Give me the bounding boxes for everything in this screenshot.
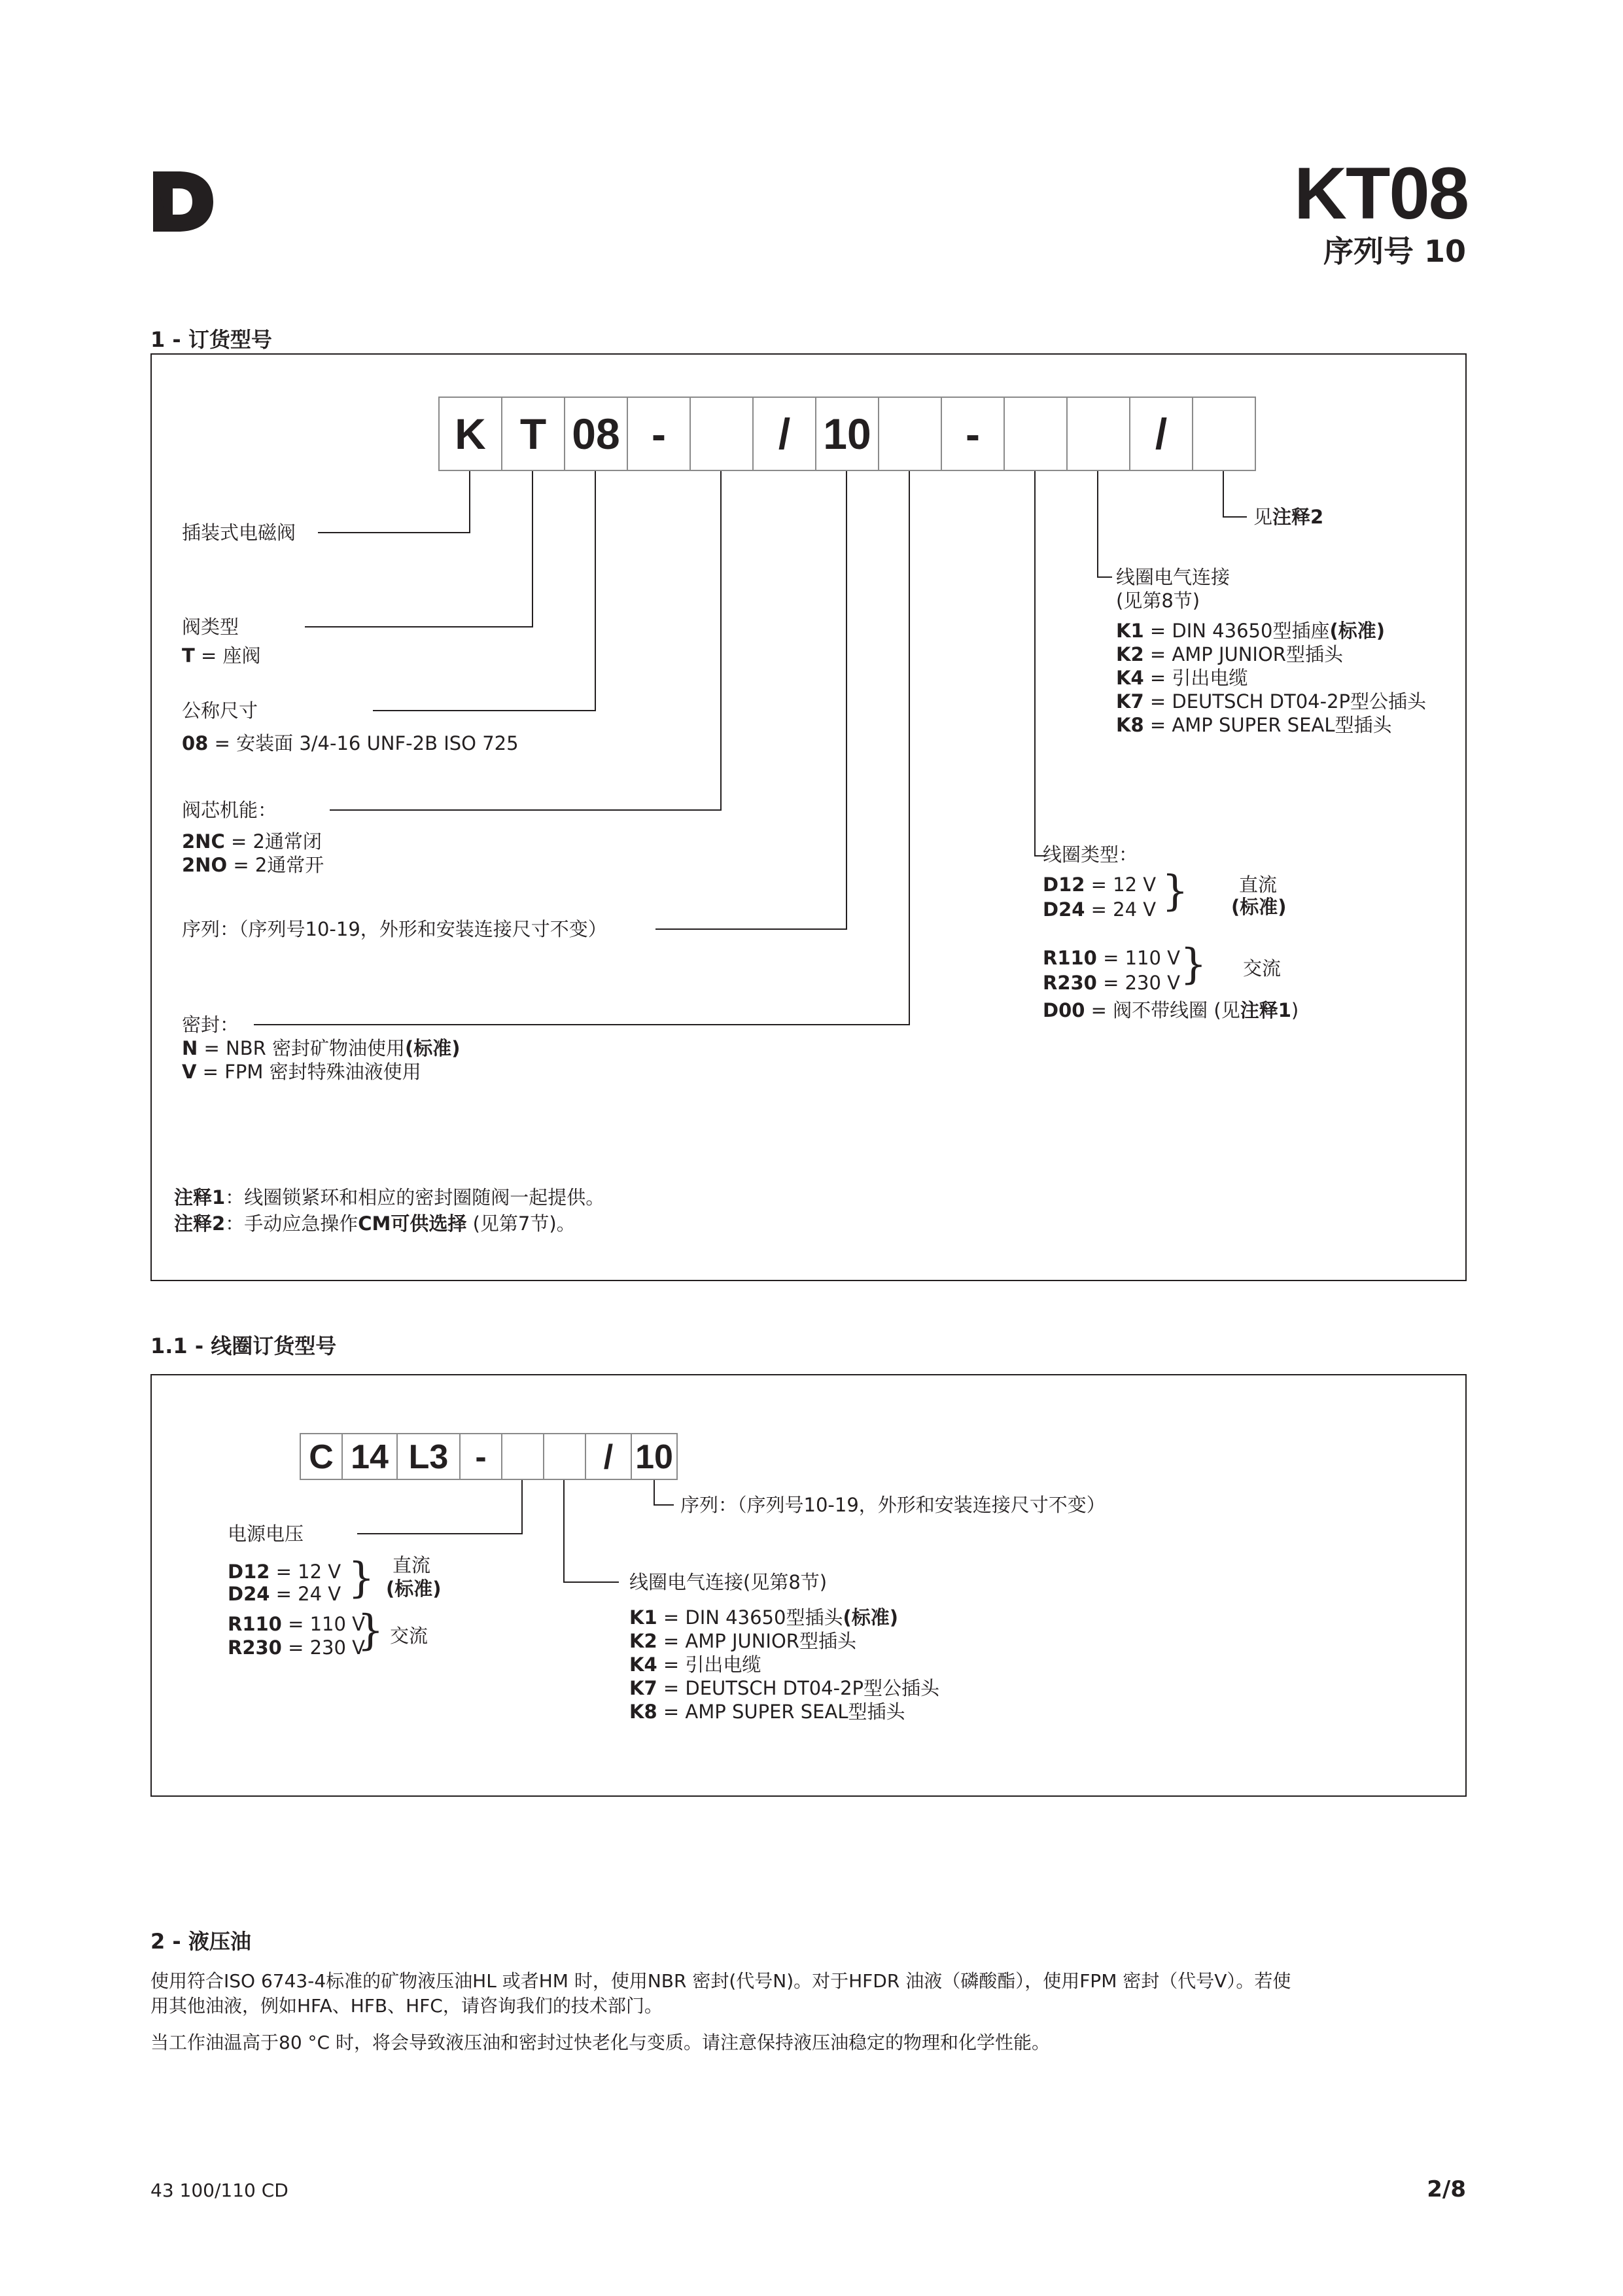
code-cell: /: [1129, 397, 1193, 471]
label-series: 序列：（序列号10-19，外形和安装连接尺寸不变）: [182, 918, 607, 940]
code-cell: -: [627, 397, 691, 471]
section-title-coil-code: 1.1 - 线圈订货型号: [150, 1333, 337, 1358]
code-cell: 10: [815, 397, 879, 471]
series-subtitle: 序列号 10: [1323, 234, 1466, 269]
label-coil-connection-ref: (见第8节): [1116, 590, 1200, 612]
option-k8: K8 = AMP SUPER SEAL型插头: [1116, 714, 1392, 736]
code-cell: K: [438, 397, 502, 471]
label-series: 序列：（序列号10-19，外形和安装连接尺寸不变）: [680, 1494, 1106, 1516]
page-number: 2/8: [1427, 2176, 1466, 2202]
label-spool-function: 阀芯机能：: [182, 799, 277, 821]
brace-icon: }: [357, 1606, 384, 1655]
label-coil-connection: 线圈电气连接: [1116, 566, 1230, 588]
label-ac: 交流: [1243, 957, 1282, 980]
label-dc-standard: (标准): [386, 1578, 442, 1600]
option-k8: K8 = AMP SUPER SEAL型插头: [629, 1701, 905, 1723]
option-r230: R230 = 230 V: [228, 1636, 366, 1659]
code-cell: L3: [396, 1433, 461, 1480]
option-k1: K1 = DIN 43650型插座(标准): [1116, 620, 1385, 642]
option-2no: 2NO = 2通常开: [182, 854, 324, 876]
code-cell: -: [941, 397, 1005, 471]
code-cell: 10: [631, 1433, 678, 1480]
option-k7: K7 = DEUTSCH DT04-2P型公插头: [1116, 690, 1427, 713]
brace-icon: }: [1180, 940, 1207, 989]
section-title-ordering-code: 1 - 订货型号: [150, 327, 272, 352]
label-dc: 直流: [393, 1554, 431, 1576]
option-seal-v: V = FPM 密封特殊油液使用: [182, 1061, 421, 1083]
option-d12: D12 = 12 V: [1043, 874, 1157, 896]
label-valve-type: 阀类型: [182, 616, 239, 638]
option-k2: K2 = AMP JUNIOR型插头: [629, 1630, 856, 1652]
option-k4: K4 = 引出电缆: [629, 1653, 761, 1676]
fluid-paragraph-1-cont: 用其他油液，例如HFA、HFB、HFC，请咨询我们的技术部门。: [150, 1995, 663, 2017]
fluid-paragraph-2: 当工作油温高于80 °C 时，将会导致液压油和密封过快老化与变质。请注意保持液压油稳定的物理和化学性能。: [150, 2032, 1050, 2053]
option-d00: D00 = 阀不带线圈 (见注释1): [1043, 999, 1299, 1021]
option-k2: K2 = AMP JUNIOR型插头: [1116, 643, 1343, 665]
code-cell: /: [585, 1433, 632, 1480]
code-cell: -: [459, 1433, 502, 1480]
document-number: 43 100/110 CD: [150, 2180, 288, 2201]
option-r110: R110 = 110 V: [228, 1613, 366, 1635]
code-cell: /: [752, 397, 816, 471]
option-seal-n: N = NBR 密封矿物油使用(标准): [182, 1037, 461, 1059]
code-cell: 14: [341, 1433, 398, 1480]
label-coil-connection: 线圈电气连接(见第8节): [629, 1571, 828, 1593]
code-cell: 08: [564, 397, 628, 471]
option-k4: K4 = 引出电缆: [1116, 667, 1248, 689]
option-size-08: 08 = 安装面 3/4-16 UNF-2B ISO 725: [182, 732, 519, 754]
note-2: 注释2：手动应急操作CM可供选择 (见第7节)。: [174, 1212, 576, 1235]
label-supply-voltage: 电源电压: [228, 1523, 304, 1545]
code-cell: T: [501, 397, 565, 471]
note-1: 注释1：线圈锁紧环和相应的密封圈随阀一起提供。: [174, 1186, 605, 1209]
label-seals: 密封：: [182, 1014, 239, 1036]
label-cartridge-valve: 插装式电磁阀: [182, 521, 296, 544]
brace-icon: }: [348, 1554, 375, 1602]
option-2nc: 2NC = 2通常闭: [182, 830, 322, 853]
option-d24: D24 = 24 V: [228, 1583, 341, 1605]
option-d24: D24 = 24 V: [1043, 898, 1157, 921]
label-dc-standard: (标准): [1231, 896, 1287, 918]
brace-icon: }: [1162, 867, 1189, 915]
code-cell: C: [300, 1433, 343, 1480]
option-d12: D12 = 12 V: [228, 1561, 341, 1583]
label-nominal-size: 公称尺寸: [182, 699, 258, 722]
label-ac: 交流: [390, 1625, 428, 1647]
option-r230: R230 = 230 V: [1043, 972, 1181, 994]
label-dc: 直流: [1239, 874, 1278, 896]
option-k1: K1 = DIN 43650型插头(标准): [629, 1606, 898, 1629]
option-valve-type-t: T = 座阀: [182, 645, 261, 667]
label-coil-type: 线圈类型：: [1043, 843, 1138, 866]
product-title: KT08: [1294, 152, 1468, 234]
option-k7: K7 = DEUTSCH DT04-2P型公插头: [629, 1677, 940, 1699]
label-see-note-2: 见注释2: [1253, 506, 1324, 528]
option-r110: R110 = 110 V: [1043, 947, 1181, 969]
section-title-hydraulic-fluid: 2 - 液压油: [150, 1929, 251, 1954]
fluid-paragraph-1: 使用符合ISO 6743-4标准的矿物液压油HL 或者HM 时，使用NBR 密封(代号N)。对于HFDR 油液（磷酸酯），使用FPM 密封（代号V）。若使: [150, 1970, 1291, 1992]
